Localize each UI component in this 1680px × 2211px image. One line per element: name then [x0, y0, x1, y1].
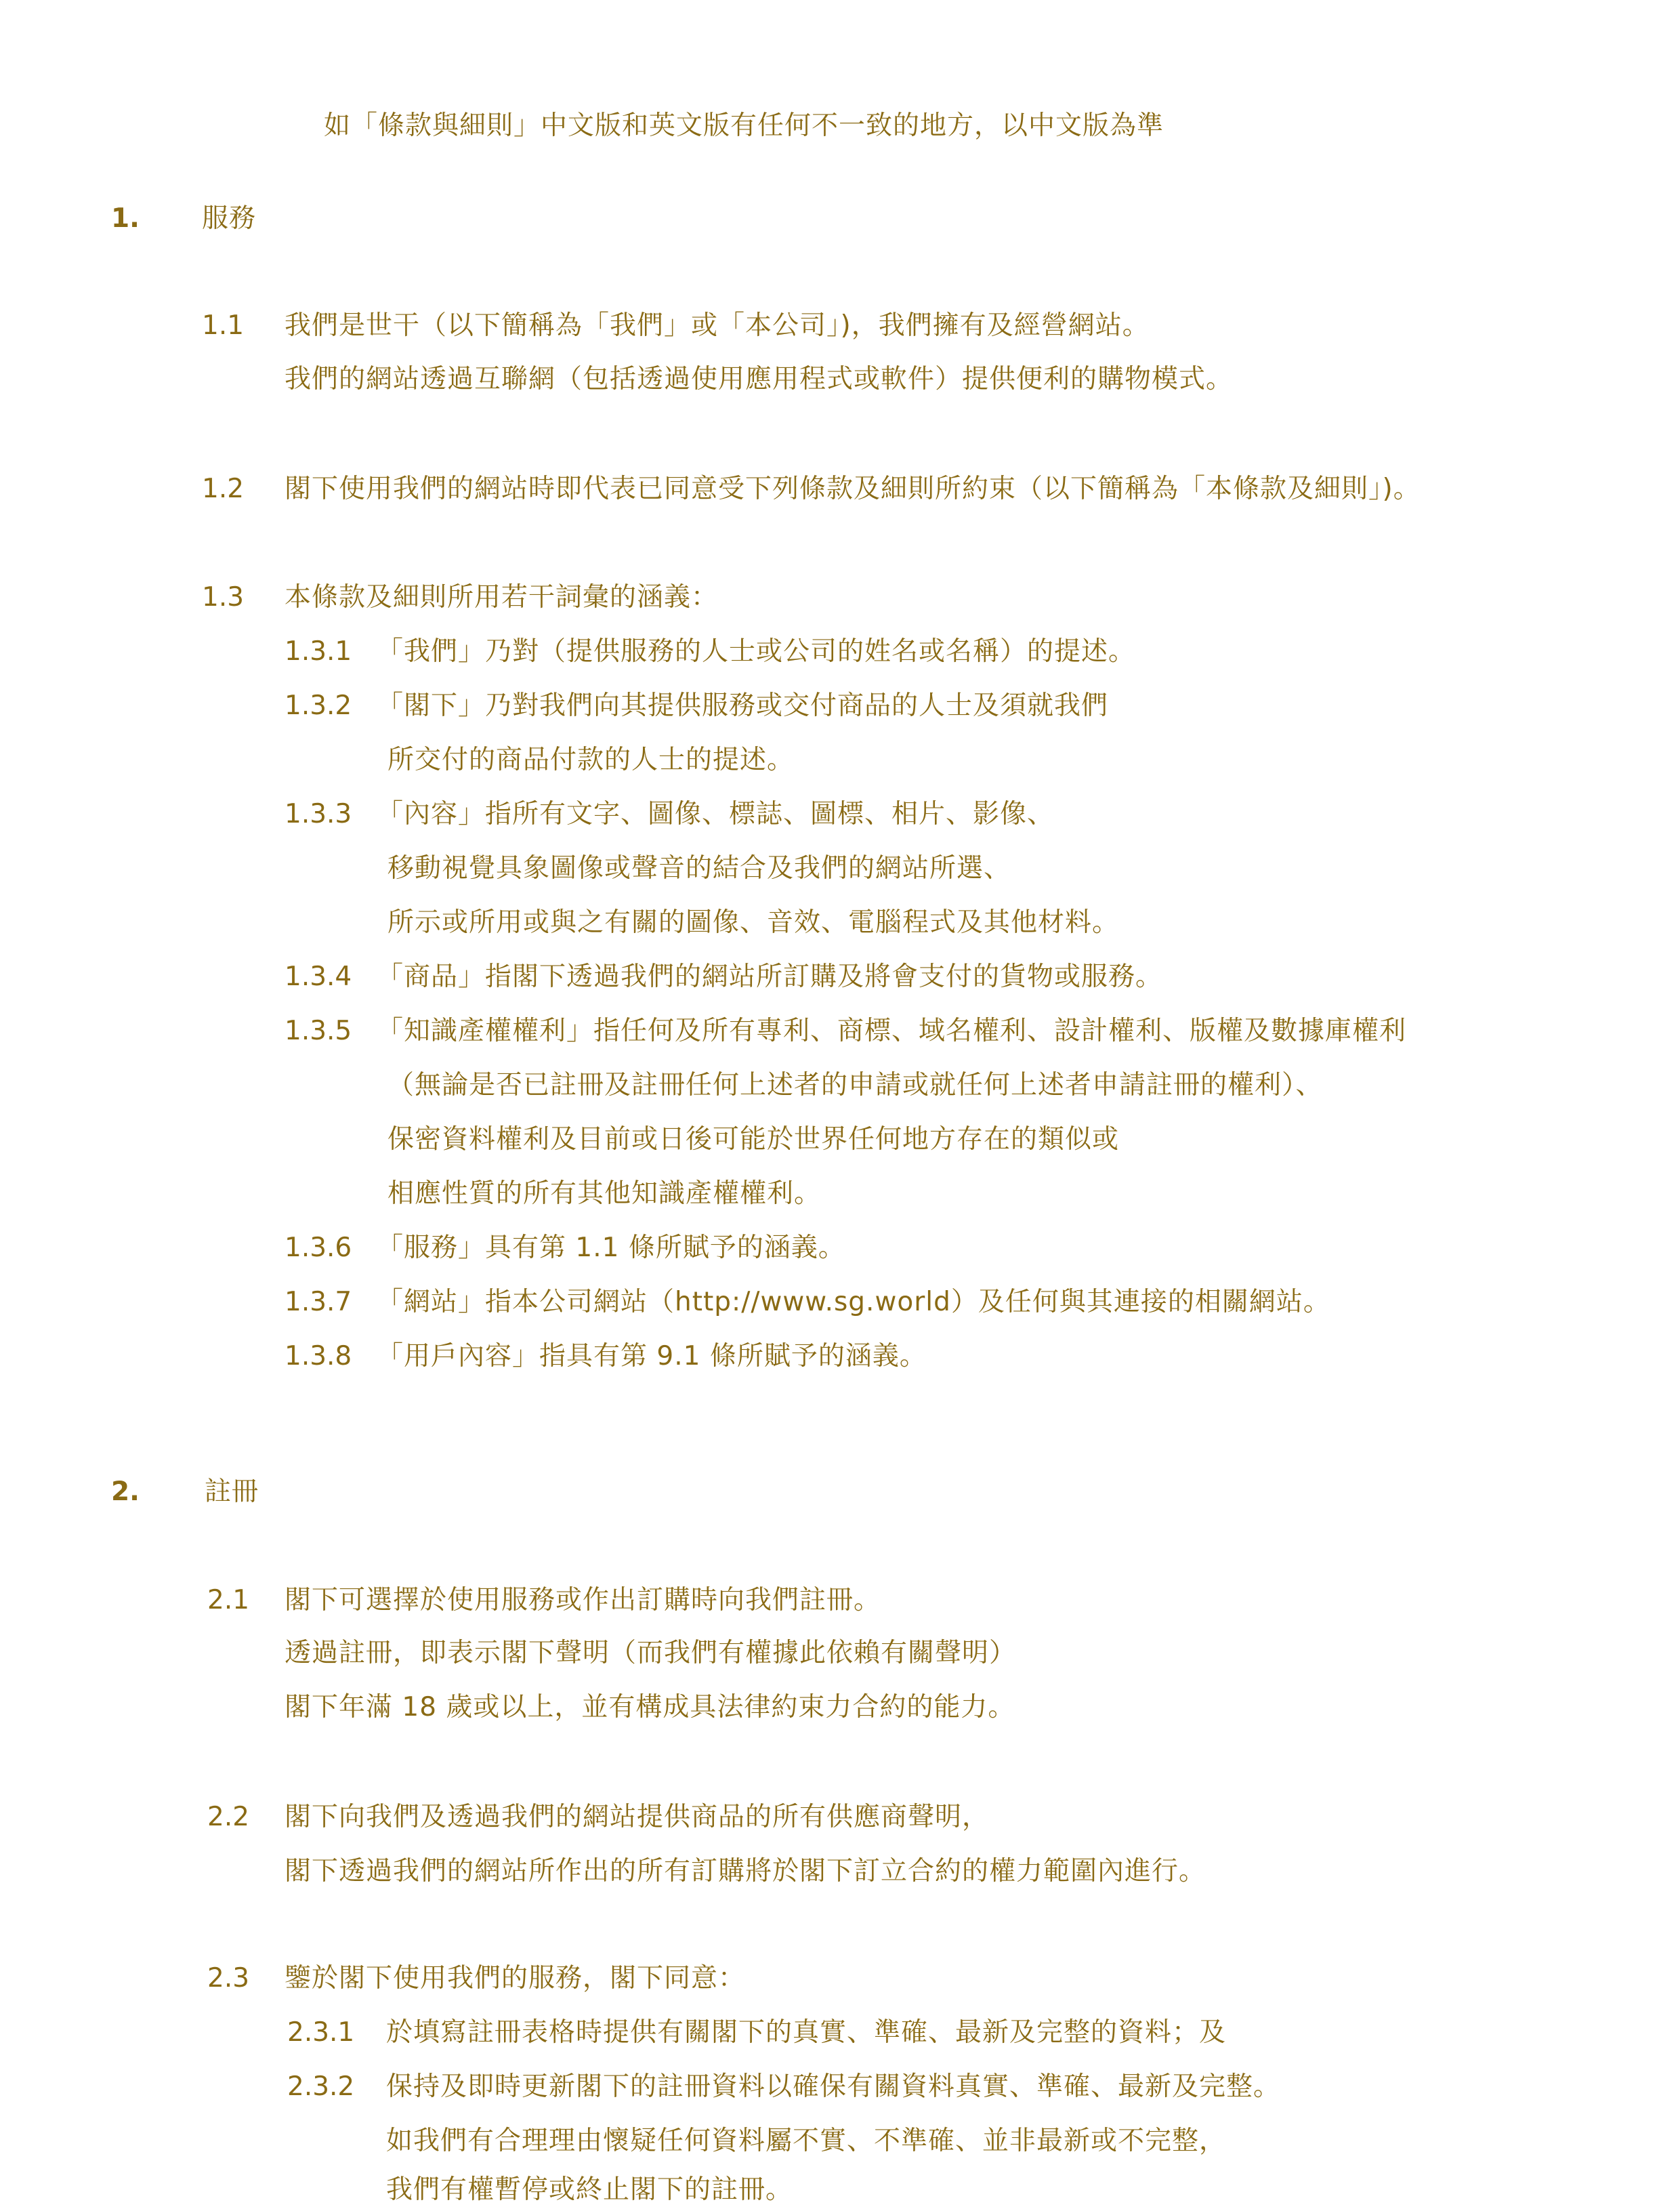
clause-number: 1.3	[202, 582, 245, 613]
subclause-number: 1.3.6	[285, 1233, 352, 1263]
section-title: 註冊	[205, 1476, 259, 1507]
clause-text: 我們的網站透過互聯網（包括透過使用應用程式或軟件）提供便利的購物模式。	[285, 364, 1234, 394]
subclause-text: 「商品」指閣下透過我們的網站所訂購及將會支付的貨物或服務。	[377, 962, 1163, 992]
subclause-number: 1.3.3	[285, 799, 352, 829]
subclause-text: 相應性質的所有其他知識產權權利。	[387, 1178, 822, 1209]
clause-text: 鑒於閣下使用我們的服務，閣下同意：	[285, 1963, 746, 1993]
subclause-text: 移動視覺具象圖像或聲音的結合及我們的網站所選、	[387, 853, 1011, 884]
clause-number: 2.1	[207, 1585, 250, 1615]
language-notice: 如「條款與細則」中文版和英文版有任何不一致的地方，以中文版為準	[324, 110, 1164, 141]
subclause-text: 「網站」指本公司網站（http://www.sg.world）及任何與其連接的相關網站。	[377, 1287, 1330, 1317]
subclause-text: 「閣下」乃對我們向其提供服務或交付商品的人士及須就我們	[377, 690, 1109, 721]
section-number: 2.	[111, 1476, 140, 1507]
subclause-text: 如我們有合理理由懷疑任何資料屬不實、不準確、並非最新或不完整，	[386, 2126, 1227, 2156]
subclause-text: 「用戶內容」指具有第 9.1 條所賦予的涵義。	[377, 1341, 927, 1371]
subclause-number: 2.3.2	[287, 2071, 355, 2102]
subclause-number: 1.3.4	[285, 962, 352, 992]
subclause-text: 「服務」具有第 1.1 條所賦予的涵義。	[377, 1233, 845, 1263]
clause-number: 2.2	[207, 1802, 250, 1832]
subclause-number: 1.3.1	[285, 636, 352, 667]
clause-text: 閣下使用我們的網站時即代表已同意受下列條款及細則所約束（以下簡稱為「本條款及細則」)。	[285, 474, 1421, 504]
subclause-number: 2.3.1	[287, 2017, 355, 2048]
section-number: 1.	[111, 203, 140, 234]
subclause-number: 1.3.8	[285, 1341, 352, 1371]
subclause-number: 1.3.5	[285, 1016, 352, 1046]
section-title: 服務	[202, 203, 257, 234]
clause-text: 本條款及細則所用若干詞彙的涵義：	[285, 582, 719, 613]
subclause-text: 「內容」指所有文字、圖像、標誌、圖標、相片、影像、	[377, 799, 1055, 829]
clause-text: 閣下透過我們的網站所作出的所有訂購將於閣下訂立合約的權力範圍內進行。	[285, 1856, 1206, 1886]
clause-number: 2.3	[207, 1963, 250, 1993]
subclause-text: 所交付的商品付款的人士的提述。	[387, 745, 795, 775]
subclause-text: 「我們」乃對（提供服務的人士或公司的姓名或名稱）的提述。	[377, 636, 1136, 667]
clause-text: 我們是世干（以下簡稱為「我們」或「本公司」)，我們擁有及經營網站。	[285, 310, 1150, 341]
subclause-text: 「知識產權權利」指任何及所有專利、商標、域名權利、設計權利、版權及數據庫權利	[377, 1016, 1407, 1046]
subclause-number: 1.3.2	[285, 690, 352, 721]
clause-text: 透過註冊，即表示閣下聲明（而我們有權據此依賴有關聲明）	[285, 1638, 1017, 1668]
subclause-text: 所示或所用或與之有關的圖像、音效、電腦程式及其他材料。	[387, 907, 1120, 938]
subclause-text: 於填寫註冊表格時提供有關閣下的真實、準確、最新及完整的資料；及	[386, 2017, 1227, 2048]
clause-text: 閣下年滿 18 歲或以上，並有構成具法律約束力合約的能力。	[285, 1692, 1015, 1722]
clause-text: 閣下可選擇於使用服務或作出訂購時向我們註冊。	[285, 1585, 881, 1615]
clause-number: 1.1	[202, 310, 245, 341]
clause-number: 1.2	[202, 474, 245, 504]
subclause-text: 保密資料權利及目前或日後可能於世界任何地方存在的類似或	[387, 1124, 1120, 1155]
subclause-text: 我們有權暫停或終止閣下的註冊。	[386, 2174, 793, 2205]
subclause-number: 1.3.7	[285, 1287, 352, 1317]
subclause-text: （無論是否已註冊及註冊任何上述者的申請或就任何上述者申請註冊的權利）、	[387, 1070, 1323, 1100]
subclause-text: 保持及即時更新閣下的註冊資料以確保有關資料真實、準確、最新及完整。	[386, 2071, 1281, 2102]
clause-text: 閣下向我們及透過我們的網站提供商品的所有供應商聲明，	[285, 1802, 990, 1832]
